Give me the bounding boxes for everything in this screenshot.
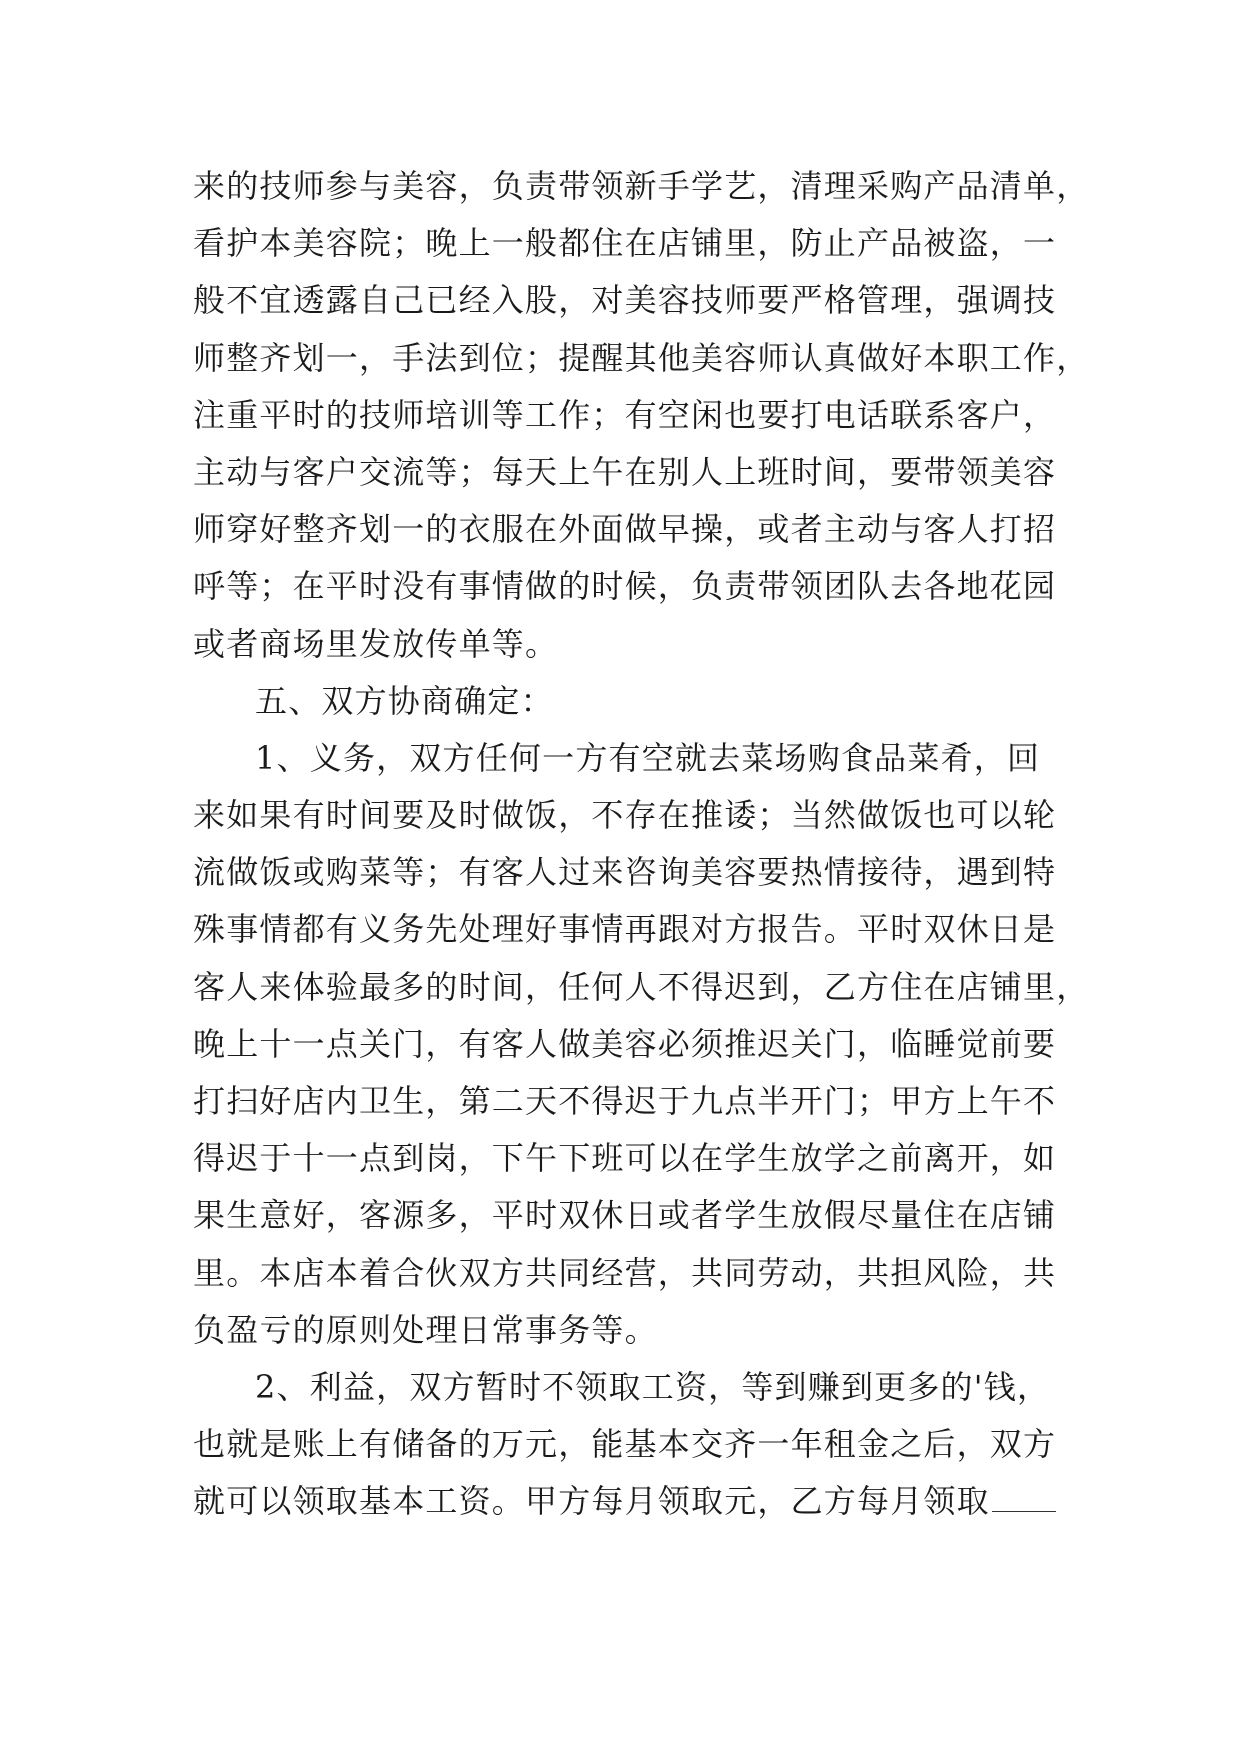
paragraph-line: 客人来体验最多的时间，任何人不得迟到，乙方住在店铺里，: [193, 967, 1090, 1006]
section-heading: 五、双方协商确定：: [255, 681, 554, 720]
paragraph-line: 里。本店本着合伙双方共同经营，共同劳动，共担风险，共: [193, 1253, 1057, 1292]
paragraph-line: 主动与客户交流等；每天上午在别人上班时间，要带领美容: [193, 452, 1057, 491]
fill-in-blank: [992, 1481, 1056, 1512]
paragraph-line: 或者商场里发放传单等。: [193, 624, 559, 663]
paragraph-line: 注重平时的技师培训等工作；有空闲也要打电话联系客户，: [193, 395, 1057, 434]
paragraph-line-last: [193, 1473, 1053, 1530]
document-body: [193, 158, 1090, 1531]
paragraph-line: 师穿好整齐划一的衣服在外面做早操，或者主动与客人打招: [193, 510, 1057, 549]
paragraph-line: 殊事情都有义务先处理好事情再跟对方报告。平时双休日是: [193, 910, 1057, 949]
paragraph-line: 也就是账上有储备的万元，能基本交齐一年租金之后，双方: [193, 1425, 1057, 1464]
paragraph-line: 1、义务，双方任何一方有空就去菜场购食品菜肴，回: [255, 738, 1041, 777]
paragraph-line: 来的技师参与美容，负责带领新手学艺，清理采购产品清单，: [193, 167, 1090, 205]
paragraph-line: 看护本美容院；晚上一般都住在店铺里，防止产品被盗，一: [193, 224, 1057, 263]
paragraph-line: 呼等；在平时没有事情做的时候，负责带领团队去各地花园: [193, 567, 1057, 606]
paragraph-line: 师整齐划一，手法到位；提醒其他美容师认真做好本职工作，: [193, 338, 1090, 377]
paragraph-line: 晚上十一点关门，有客人做美容必须推迟关门，临睡觉前要: [193, 1024, 1057, 1063]
paragraph-line: 2、利益，双方暂时不领取工资，等到赚到更多的'钱，: [255, 1367, 1051, 1406]
paragraph-line: 负盈亏的原则处理日常事务等。: [193, 1310, 658, 1349]
paragraph-line: 得迟于十一点到岗，下午下班可以在学生放学之前离开，如: [193, 1139, 1057, 1178]
paragraph-line: 果生意好，客源多，平时双休日或者学生放假尽量住在店铺: [193, 1196, 1057, 1235]
paragraph-line: 来如果有时间要及时做饭，不存在推诿；当然做饭也可以轮: [193, 796, 1057, 835]
paragraph-line: 流做饭或购菜等；有客人过来咨询美容要热情接待，遇到特: [193, 853, 1057, 892]
paragraph-line: 打扫好店内卫生，第二天不得迟于九点半开门；甲方上午不: [193, 1082, 1057, 1120]
paragraph-line: 般不宜透露自己已经入股，对美容技师要严格管理，强调技: [193, 281, 1057, 320]
paragraph-line-text: 就可以领取基本工资。甲方每月领取元，乙方每月领取: [193, 1482, 990, 1521]
